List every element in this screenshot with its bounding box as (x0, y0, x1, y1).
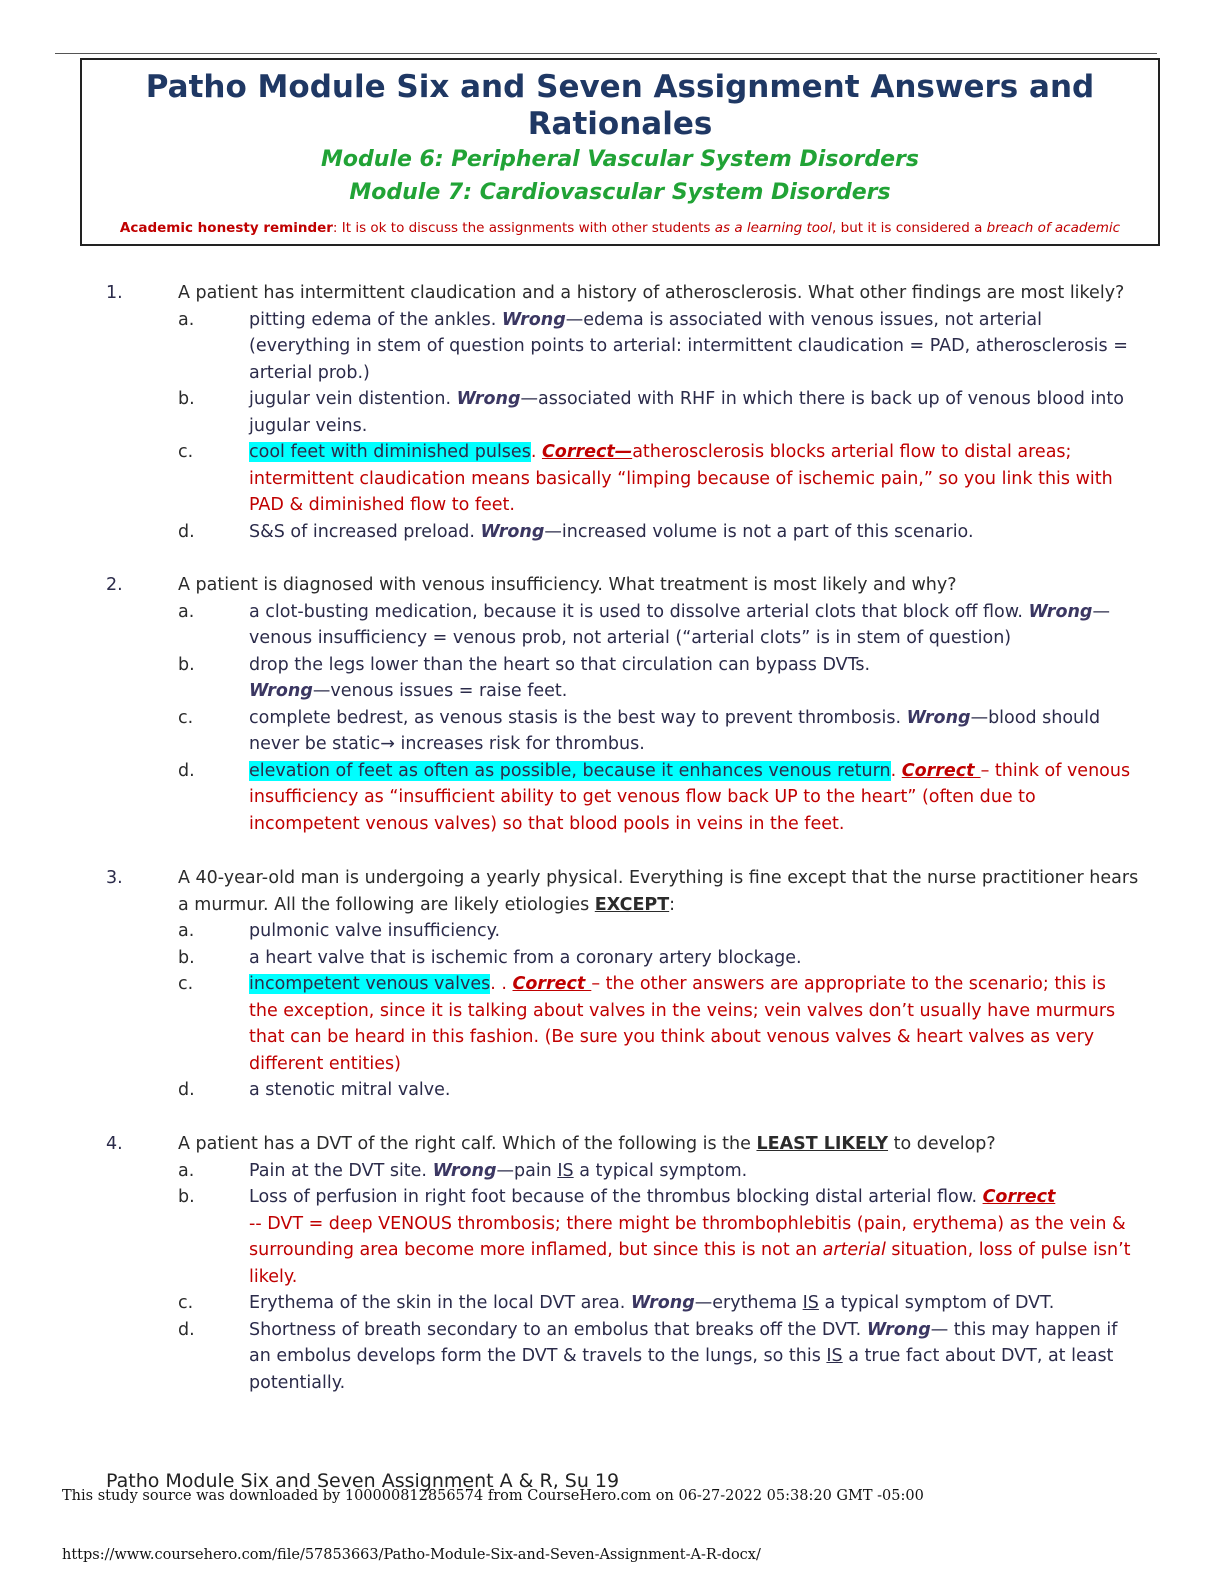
header-rule (55, 53, 1157, 54)
option-letter: d. (178, 760, 195, 781)
option-letter: c. (178, 974, 194, 994)
stem-end: to develop? (888, 1134, 996, 1154)
wrong-label: Wrong (906, 707, 971, 728)
correct-label: Correct— (541, 442, 633, 462)
option-text: pitting edema of the ankles. (249, 309, 502, 330)
document-title: Patho Module Six and Seven Assignment Answers and Rationales (145, 69, 1095, 142)
wrong-label: Wrong (501, 309, 566, 330)
honesty-label: Academic honesty reminder (119, 220, 333, 236)
rationale: —venous issues = raise feet. (312, 681, 568, 701)
rationale: —venous insufficiency = venous prob, not arterial (“arterial clots” is in stem of question) (249, 601, 1110, 648)
option-a (0, 599, 1224, 652)
is-emphasis: IS (802, 1293, 819, 1313)
correct-label: Correct (901, 760, 981, 781)
option-b (0, 386, 1224, 439)
module7-subtitle: Module 7: Cardiovascular System Disorders (349, 180, 891, 205)
rationale-end: a typical symptom. (573, 1160, 748, 1181)
is-emphasis: IS (557, 1160, 574, 1181)
rationale: – the other answers are appropriate to the scenario; this is the exception, since it is talking about valves in the veins; vein valves don’t usually have murmurs that can be heard in this fashion. (Be sure you think about venous valves & heart valves as very different entities) (249, 974, 1116, 1074)
question-number: 2. (106, 575, 123, 595)
wrong-label: Wrong (1028, 601, 1093, 622)
source-url[interactable]: https://www.coursehero.com/file/57853663/Patho-Module-Six-and-Seven-Assignment-A-R-docx/ (62, 1547, 761, 1563)
question-stem: A patient is diagnosed with venous insufficiency. What treatment is most likely and why? (178, 575, 957, 595)
highlighted-answer: incompetent venous valves (249, 974, 491, 994)
question-stem (178, 1131, 1144, 1158)
option-text: pulmonic valve insufficiency. (249, 921, 501, 941)
rationale: – think of venous insufficiency as “insufficient ability to get venous flow back UP to the heart” (often due to incompetent venous valves) so that blood pools in veins in the feet. (249, 760, 1131, 834)
rationale-end: a true fact about DVT, at least potentially. (249, 1346, 1114, 1393)
option-text: Shortness of breath secondary to an embolus that breaks off the DVT. (249, 1319, 867, 1340)
option-c (0, 971, 1224, 1077)
option-letter: c. (178, 1293, 194, 1313)
option-text: a clot-busting medication, because it is used to dissolve arterial clots that block off flow. (249, 601, 1029, 622)
rationale: -- DVT = deep VENOUS thrombosis; there might be thrombophlebitis (pain, erythema) as the vein & surrounding area become more inflamed, but since this is not an (249, 1213, 1126, 1260)
rationale: — this may happen if an embolus develops form the DVT & travels to the lungs, so this (249, 1319, 1118, 1366)
document-footer: Patho Module Six and Seven Assignment A & R, Su 19 (106, 1470, 620, 1492)
option-letter: a. (178, 601, 195, 622)
wrong-label: Wrong (432, 1160, 497, 1181)
question-4 (0, 1131, 1224, 1396)
stem-end: : (669, 894, 676, 915)
question-stem (178, 865, 1144, 918)
option-a (0, 1158, 1224, 1185)
arterial-emphasis: arterial (822, 1240, 886, 1260)
honesty-italic-1: as a learning tool (714, 220, 833, 236)
option-d (0, 758, 1224, 838)
question-1 (0, 280, 1224, 545)
option-text: a stenotic mitral valve. (249, 1080, 451, 1100)
option-letter: b. (178, 654, 195, 675)
option-text: jugular vein distention. (249, 389, 457, 409)
except-keyword: EXCEPT (594, 894, 670, 915)
correct-label: Correct (512, 974, 592, 994)
option-letter: b. (178, 389, 195, 409)
least-likely-keyword: LEAST LIKELY (756, 1134, 889, 1154)
option-d (0, 519, 1224, 546)
rationale: —pain (496, 1160, 558, 1181)
honesty-text-2: , but it is considered a (832, 220, 987, 236)
highlighted-answer: elevation of feet as often as possible, because it enhances venous return (249, 760, 891, 781)
question-number: 1. (106, 283, 123, 303)
academic-honesty-reminder (82, 219, 1158, 237)
option-letter: a. (178, 1160, 195, 1181)
question-stem: A patient has intermittent claudication and a history of atherosclerosis. What other findings are most likely? (178, 283, 1125, 303)
option-c (0, 1290, 1224, 1317)
stem-text: A 40-year-old man is undergoing a yearly physical. Everything is fine except that the nurse practitioner hears a murmur. All the following are likely etiologies (178, 868, 1139, 915)
option-a (0, 918, 1224, 945)
option-b (0, 945, 1224, 972)
wrong-label: Wrong (866, 1319, 931, 1340)
option-b (0, 652, 1224, 705)
download-notice: This study source was downloaded by 100000812856574 from CourseHero.com on 06-27-2022 05:38:20 GMT -05:00 (62, 1488, 924, 1504)
rationale: —associated with RHF in which there is back up of venous blood into jugular veins. (249, 389, 1124, 436)
wrong-label: Wrong (480, 521, 545, 542)
option-text: a heart valve that is ischemic from a coronary artery blockage. (249, 947, 802, 968)
question-2 (0, 572, 1224, 837)
option-letter: d. (178, 1319, 195, 1340)
punctuation: . (890, 760, 902, 781)
option-d (0, 1077, 1224, 1104)
option-letter: b. (178, 947, 195, 968)
option-letter: b. (178, 1187, 195, 1207)
module6-subtitle: Module 6: Peripheral Vascular System Disorders (320, 147, 919, 172)
rationale-end: a typical symptom of DVT. (818, 1293, 1055, 1313)
option-d (0, 1317, 1224, 1397)
punctuation: . . (490, 974, 513, 994)
wrong-label: Wrong (456, 389, 521, 409)
wrong-label: Wrong (249, 681, 313, 701)
option-text: drop the legs lower than the heart so that circulation can bypass DVTs. (249, 654, 871, 675)
title-box (80, 58, 1160, 246)
option-c (0, 439, 1224, 519)
option-letter: d. (178, 521, 195, 542)
highlighted-answer: cool feet with diminished pulses (249, 442, 531, 462)
option-a (0, 307, 1224, 387)
honesty-text: : It is ok to discuss the assignments with other students (332, 220, 715, 236)
rationale-end: increases risk for thrombus. (394, 734, 645, 754)
rationale-end: situation, loss of pulse isn’t likely. (249, 1240, 1131, 1287)
question-3 (0, 865, 1224, 1104)
punctuation: . (530, 442, 542, 462)
option-letter: c. (178, 707, 194, 728)
option-text: S&S of increased preload. (249, 521, 481, 542)
arrow-icon: → (380, 734, 395, 754)
wrong-label: Wrong (630, 1293, 695, 1313)
option-letter: d. (178, 1080, 195, 1100)
option-letter: a. (178, 921, 195, 941)
option-text: Loss of perfusion in right foot because of the thrombus blocking distal arterial flow. (249, 1187, 983, 1207)
option-c (0, 705, 1224, 758)
question-number: 4. (106, 1134, 123, 1154)
rationale: —blood should never be static (249, 707, 1101, 754)
question-number: 3. (106, 868, 123, 888)
stem-text: A patient has a DVT of the right calf. Which of the following is the (178, 1134, 757, 1154)
rationale: —edema is associated with venous issues, not arterial (everything in stem of question points to arterial: intermittent claudication = PAD, atherosclerosis = arterial prob.) (249, 309, 1128, 383)
correct-label: Correct (982, 1187, 1056, 1207)
is-emphasis: IS (826, 1346, 843, 1366)
option-letter: c. (178, 442, 194, 462)
rationale: —erythema (694, 1293, 803, 1313)
honesty-italic-2: breach of academic (986, 220, 1121, 236)
rationale: atherosclerosis blocks arterial flow to distal areas; intermittent claudication means basically “limping because of ischemic pain,” so you link this with PAD & diminished flow to feet. (249, 442, 1113, 515)
option-text: Pain at the DVT site. (249, 1160, 433, 1181)
rationale: —increased volume is not a part of this scenario. (544, 521, 974, 542)
option-text: complete bedrest, as venous stasis is the best way to prevent thrombosis. (249, 707, 907, 728)
option-b (0, 1184, 1224, 1290)
option-letter: a. (178, 309, 195, 330)
option-text: Erythema of the skin in the local DVT area. (249, 1293, 631, 1313)
